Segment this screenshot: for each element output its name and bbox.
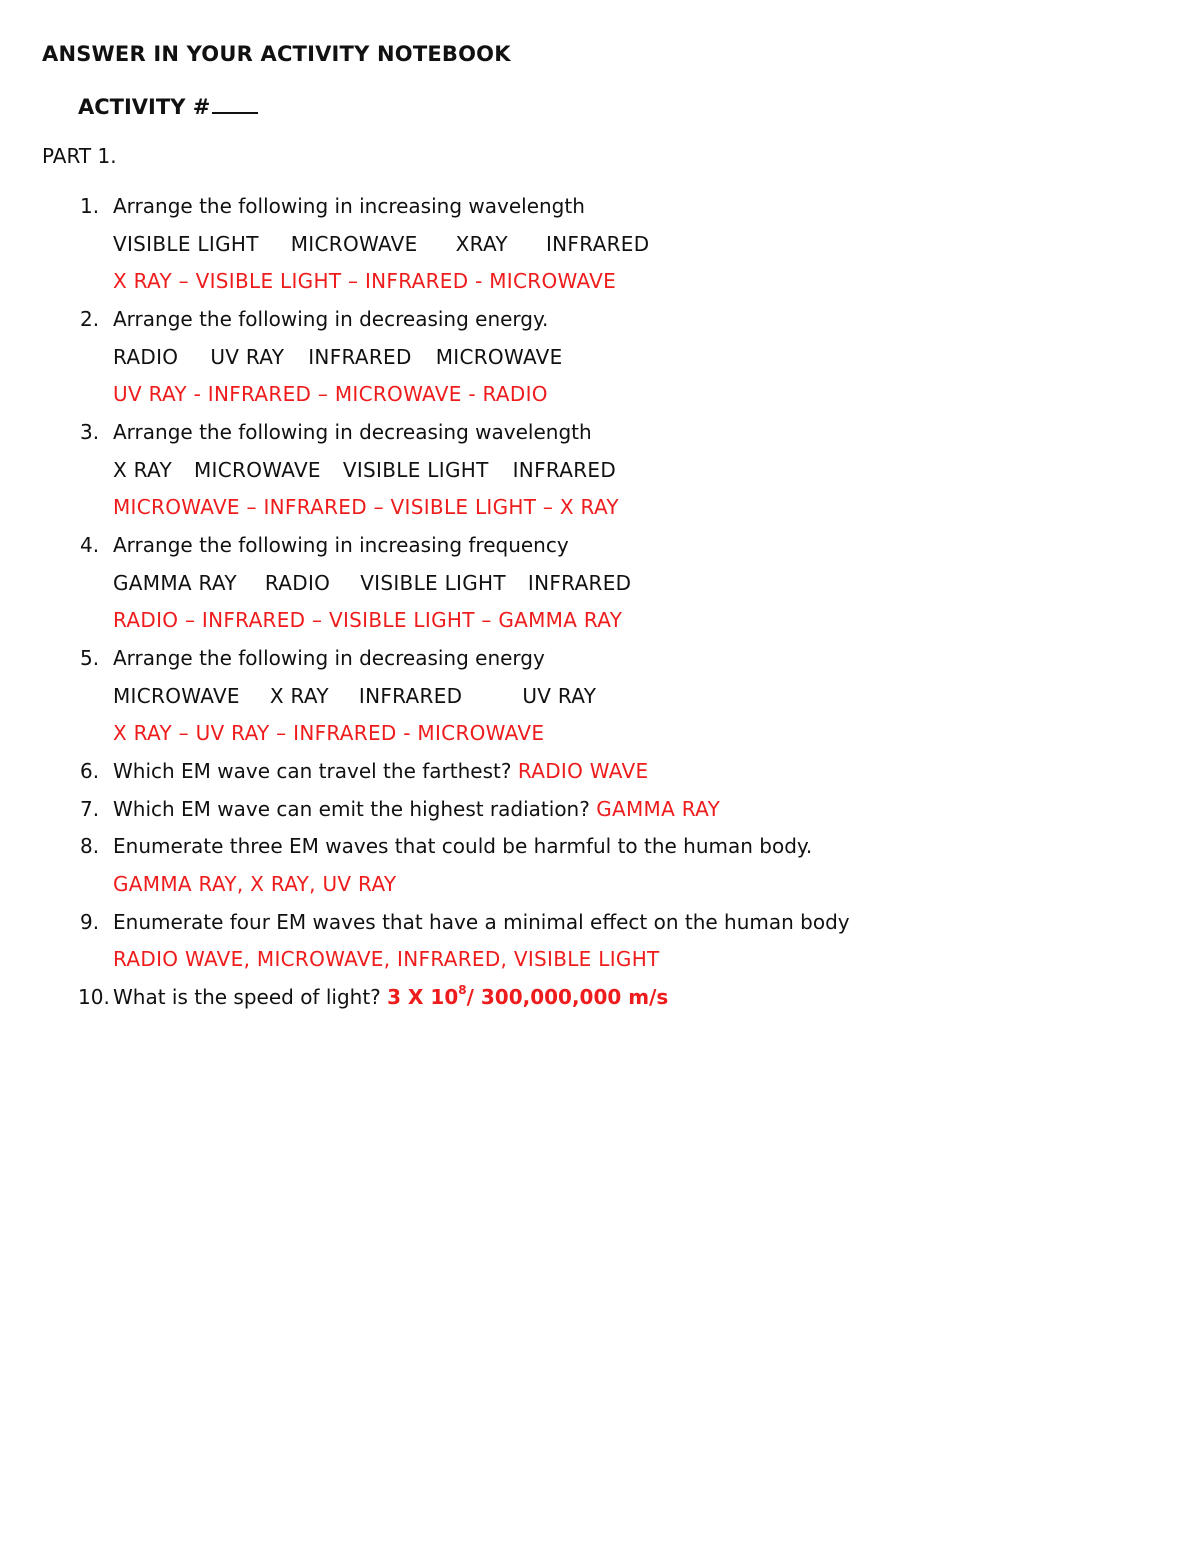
option: GAMMA RAY [113, 571, 237, 595]
option: RADIO [264, 571, 331, 595]
answer-text: UV RAY - INFRARED – MICROWAVE - RADIO [113, 382, 548, 406]
question-text: Enumerate four EM waves that have a minimal effect on the human body [113, 910, 850, 934]
item-number: 3. [80, 420, 100, 444]
question-line [113, 796, 720, 822]
option: INFRARED [512, 458, 617, 482]
options-row [113, 570, 631, 596]
option: UV RAY [522, 684, 597, 708]
question-text: What is the speed of light? [113, 985, 381, 1009]
item-number: 9. [80, 910, 100, 934]
item-number: 7. [80, 797, 100, 821]
answer-text: RADIO WAVE [517, 759, 649, 783]
activity-label-text: ACTIVITY # [78, 95, 211, 119]
activity-number-blank [212, 93, 258, 114]
item-number: 1. [80, 194, 100, 218]
options-row [113, 683, 596, 709]
option: MICROWAVE [290, 232, 418, 256]
question-text: Arrange the following in increasing wavelength [113, 194, 585, 218]
options-row [113, 344, 563, 370]
question-text: Which EM wave can travel the farthest? [113, 759, 512, 783]
answer-base: 3 X 10 [387, 985, 459, 1009]
item-number: 6. [80, 759, 100, 783]
part-title: PART 1. [42, 144, 117, 168]
question-text: Arrange the following in increasing frequency [113, 533, 569, 557]
answer-text: RADIO – INFRARED – VISIBLE LIGHT – GAMMA RAY [113, 608, 623, 632]
option: MICROWAVE [113, 684, 240, 708]
answer-text: GAMMA RAY [596, 797, 721, 821]
option: INFRARED [545, 232, 650, 256]
option: X RAY [113, 458, 172, 482]
notebook-heading: ANSWER IN YOUR ACTIVITY NOTEBOOK [42, 42, 511, 66]
answer-text: X RAY – UV RAY – INFRARED - MICROWAVE [113, 721, 545, 745]
question-text: Arrange the following in decreasing energy. [113, 307, 549, 331]
option: VISIBLE LIGHT [113, 232, 259, 256]
answer-text: GAMMA RAY, X RAY, UV RAY [113, 872, 397, 896]
option: UV RAY [210, 345, 285, 369]
item-number: 4. [80, 533, 100, 557]
option: RADIO [113, 345, 179, 369]
option: XRAY [455, 232, 508, 256]
options-row [113, 231, 649, 257]
option: MICROWAVE [435, 345, 563, 369]
item-number: 2. [80, 307, 100, 331]
option: INFRARED [308, 345, 412, 369]
option: VISIBLE LIGHT [360, 571, 506, 595]
activity-label [78, 93, 258, 119]
question-text: Enumerate three EM waves that could be harmful to the human body. [113, 834, 813, 858]
question-line [113, 984, 668, 1010]
question-line [113, 758, 648, 784]
option: INFRARED [527, 571, 632, 595]
item-number: 5. [80, 646, 100, 670]
answer-exponent: 8 [458, 983, 467, 998]
answer-text [387, 985, 668, 1009]
question-text: Which EM wave can emit the highest radiation? [113, 797, 590, 821]
option: VISIBLE LIGHT [342, 458, 489, 482]
options-row [113, 457, 616, 483]
answer-text: MICROWAVE – INFRARED – VISIBLE LIGHT – X RAY [113, 495, 619, 519]
answer-text: X RAY – VISIBLE LIGHT – INFRARED - MICROWAVE [113, 269, 617, 293]
item-number: 8. [80, 834, 100, 858]
item-number: 10. [78, 985, 110, 1009]
option: MICROWAVE [194, 458, 321, 482]
question-text: Arrange the following in decreasing energy [113, 646, 545, 670]
option: X RAY [269, 684, 329, 708]
answer-rest: / 300,000,000 m/s [466, 985, 669, 1009]
answer-text: RADIO WAVE, MICROWAVE, INFRARED, VISIBLE LIGHT [113, 947, 660, 971]
question-text: Arrange the following in decreasing wavelength [113, 420, 592, 444]
option: INFRARED [358, 684, 463, 708]
